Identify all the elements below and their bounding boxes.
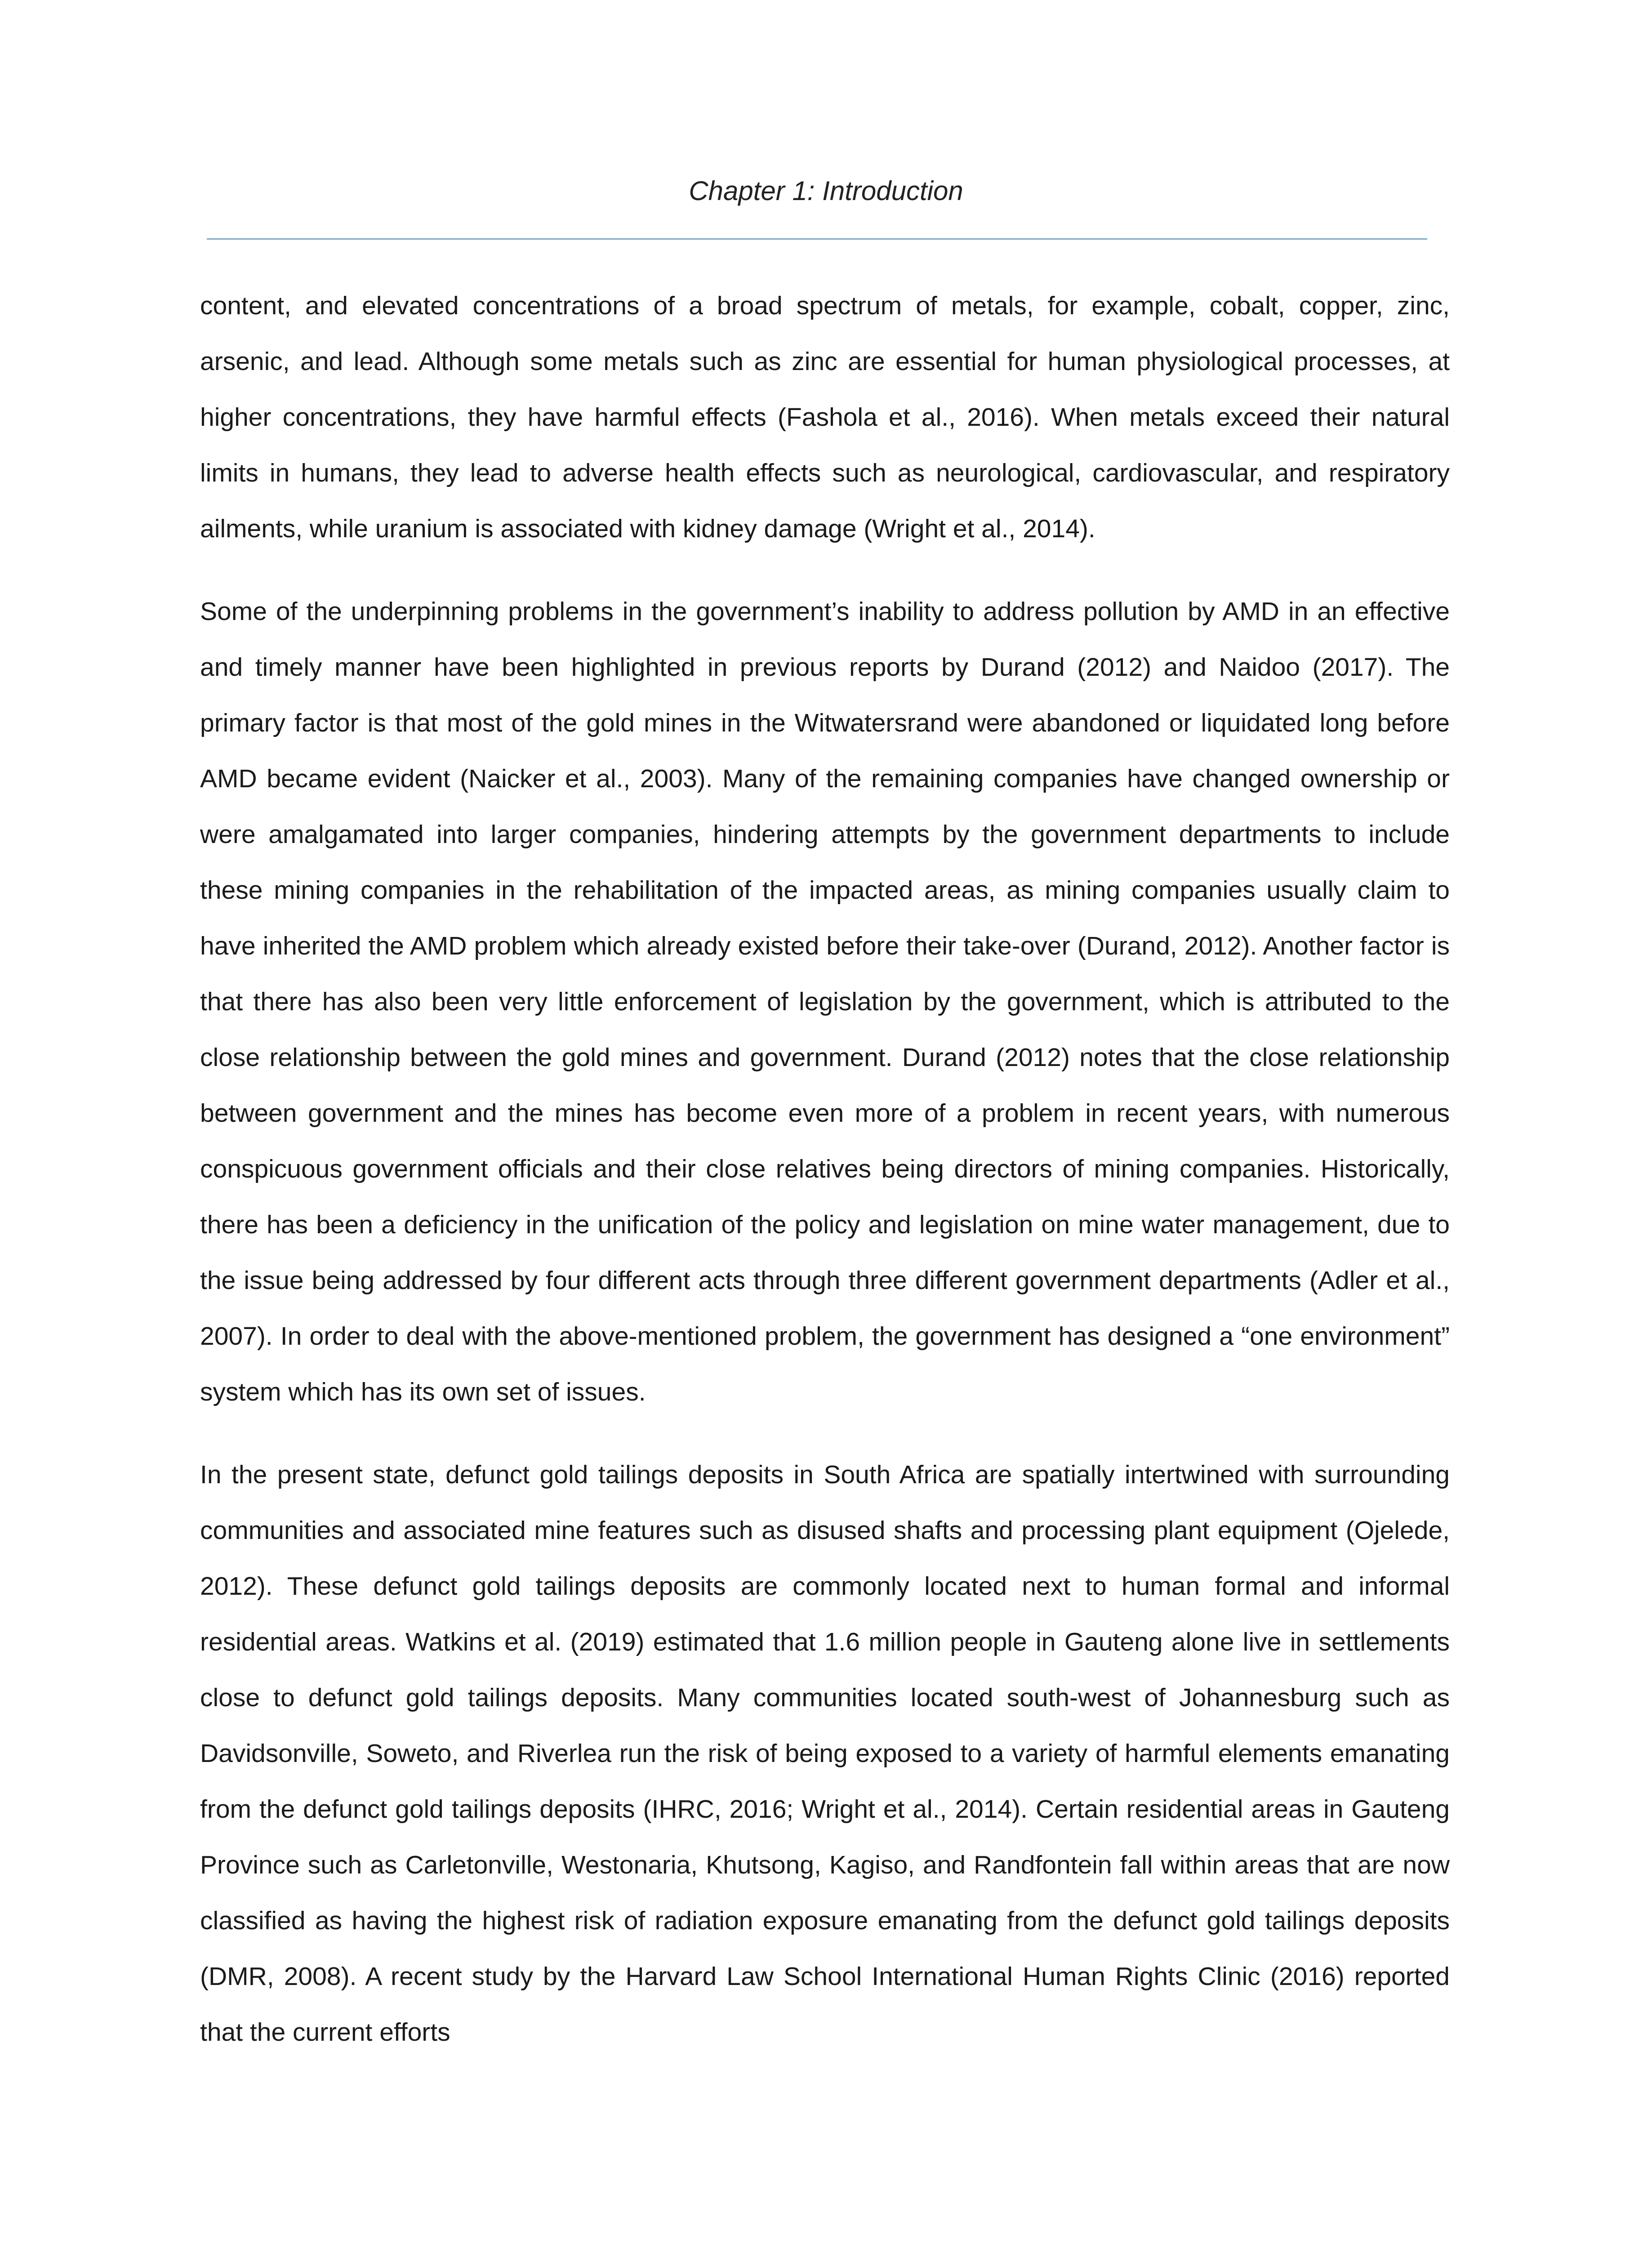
running-header: Chapter 1: Introduction <box>689 176 963 206</box>
paragraph: content, and elevated concentrations of a broad spectrum of metals, for example, cobalt, copper, zinc, arsenic, and lead. Although some metals such as zinc are essential for human physiological processes, at higher concentrations, they have harmful effects (Fashola et al., 2016). When metals exceed their natural limits in humans, they lead to adverse health effects such as neurological, cardiovascular, and respiratory ailments, while uranium is associated with kidney damage (Wright et al., 2014). <box>200 291 1450 543</box>
body-text <box>200 278 1450 2060</box>
paragraph: Some of the underpinning problems in the government’s inability to address pollution by AMD in an effective and timely manner have been highlighted in previous reports by Durand (2012) and Naidoo (2017). The primary factor is that most of the gold mines in the Witwatersrand were abandoned or liquidated long before AMD became evident (Naicker et al., 2003). Many of the remaining companies have changed ownership or were amalgamated into larger companies, hindering attempts by the government departments to include these mining companies in the rehabilitation of the impacted areas, as mining companies usually claim to have inherited the AMD problem which already existed before their take-over (Durand, 2012). Another factor is that there has also been very little enforcement of legislation by the government, which is attributed to the close relationship between the gold mines and government. Durand (2012) notes that the close relationship between government and the mines has become even more of a problem in recent years, with numerous conspicuous government officials and their close relatives being directors of mining companies. Historically, there has been a deficiency in the unification of the policy and legislation on mine water management, due to the issue being addressed by four different acts through three different government departments (Adler et al., 2007). In order to deal with the above-mentioned problem, the government has designed a “one environment” system which has its own set of issues. <box>200 597 1450 1406</box>
paragraph: In the present state, defunct gold tailings deposits in South Africa are spatially intertwined with surrounding communities and associated mine features such as disused shafts and processing plant equipment (Ojelede, 2012). These defunct gold tailings deposits are commonly located next to human formal and informal residential areas. Watkins et al. (2019) estimated that 1.6 million people in Gauteng alone live in settlements close to defunct gold tailings deposits. Many communities located south-west of Johannesburg such as Davidsonville, Soweto, and Riverlea run the risk of being exposed to a variety of harmful elements emanating from the defunct gold tailings deposits (IHRC, 2016; Wright et al., 2014). Certain residential areas in Gauteng Province such as Carletonville, Westonaria, Khutsong, Kagiso, and Randfontein fall within areas that are now classified as having the highest risk of radiation exposure emanating from the defunct gold tailings deposits (DMR, 2008). A recent study by the Harvard Law School International Human Rights Clinic (2016) reported that the current efforts <box>200 1460 1450 2047</box>
header-divider <box>207 238 1427 240</box>
